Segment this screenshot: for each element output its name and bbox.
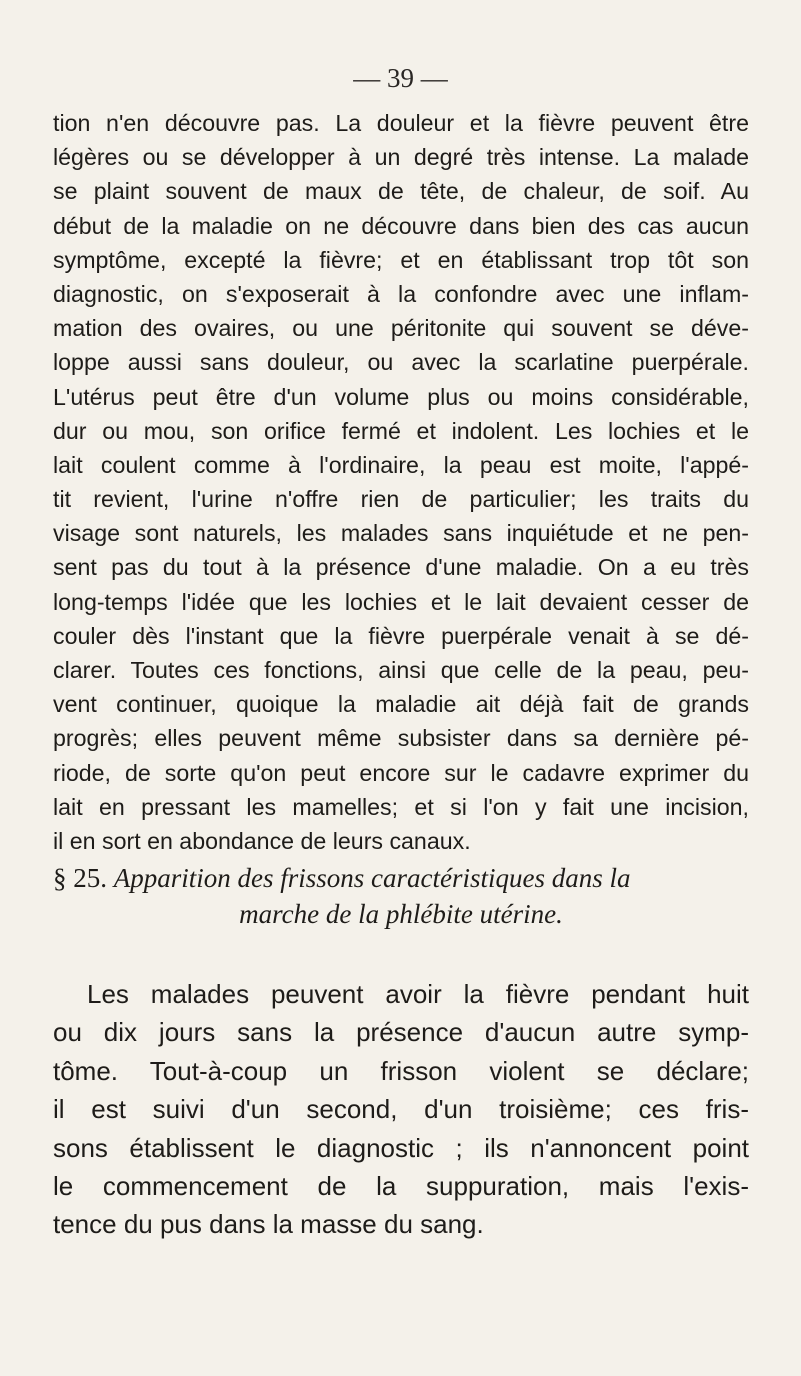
- text-line: mation des ovaires, ou une péritonite qui souvent se déve-: [53, 315, 749, 342]
- text-line: ou dix jours sans la présence d'aucun autre symp-: [53, 1017, 749, 1048]
- text-line: sons établissent le diagnostic ; ils n'annoncent point: [53, 1132, 749, 1163]
- text-line: légères ou se développer à un degré très intense. La malade: [53, 144, 749, 171]
- section-title-part-2: marche de la phlébite utérine.: [239, 899, 563, 929]
- section-title-part-1: Apparition des frissons caractéristiques dans la: [113, 863, 631, 893]
- text-line: début de la maladie on ne découvre dans bien des cas aucun: [53, 212, 749, 239]
- text-line: loppe aussi sans douleur, ou avec la scarlatine puerpérale.: [53, 349, 749, 376]
- text-line: il en sort en abondance de leurs canaux.: [53, 827, 471, 854]
- text-line: le commencement de la suppuration, mais l'exis-: [53, 1170, 749, 1201]
- page-number: — 39 —: [353, 63, 448, 93]
- text-line: il est suivi d'un second, d'un troisième; ces fris-: [53, 1094, 749, 1125]
- paragraph-1: [53, 106, 749, 858]
- text-line: sent pas du tout à la présence d'une maladie. On a eu très: [53, 554, 749, 581]
- text-line: dur ou mou, son orifice fermé et indolent. Les lochies et le: [53, 417, 749, 444]
- text-line: visage sont naturels, les malades sans inquiétude et ne pen-: [53, 520, 749, 547]
- text-line: clarer. Toutes ces fonctions, ainsi que celle de la peau, peu-: [53, 657, 749, 683]
- section-number: § 25.: [53, 863, 107, 893]
- section-heading: [53, 860, 749, 932]
- text-line: L'utérus peut être d'un volume plus ou moins considérable,: [53, 383, 749, 410]
- text-line: lait coulent comme à l'ordinaire, la peau est moite, l'appé-: [53, 451, 749, 478]
- text-line: long-temps l'idée que les lochies et le lait devaient cesser de: [53, 588, 749, 615]
- text-line: diagnostic, on s'exposerait à la confondre avec une inflam-: [53, 280, 749, 307]
- text-line: couler dès l'instant que la fièvre puerpérale venait à se dé-: [53, 622, 749, 649]
- text-line: tit revient, l'urine n'offre rien de particulier; les traits du: [53, 486, 749, 513]
- text-line: tion n'en découvre pas. La douleur et la fièvre peuvent être: [53, 110, 749, 136]
- paragraph-2: [53, 975, 749, 1244]
- text-line: tence du pus dans la masse du sang.: [53, 1209, 484, 1240]
- text-line: lait en pressant les mamelles; et si l'on y fait une incision,: [53, 793, 749, 820]
- text-line: progrès; elles peuvent même subsister dans sa dernière pé-: [53, 725, 749, 752]
- text-line: Les malades peuvent avoir la fièvre pendant huit: [87, 979, 749, 1009]
- text-line: riode, de sorte qu'on peut encore sur le cadavre exprimer du: [53, 759, 749, 786]
- text-line: vent continuer, quoique la maladie ait déjà fait de grands: [53, 691, 749, 718]
- text-line: tôme. Tout-à-coup un frisson violent se déclare;: [53, 1055, 749, 1086]
- section-heading-line-1: [53, 860, 749, 896]
- text-line: symptôme, excepté la fièvre; et en établissant trop tôt son: [53, 246, 749, 273]
- text-line: se plaint souvent de maux de tête, de chaleur, de soif. Au: [53, 178, 749, 205]
